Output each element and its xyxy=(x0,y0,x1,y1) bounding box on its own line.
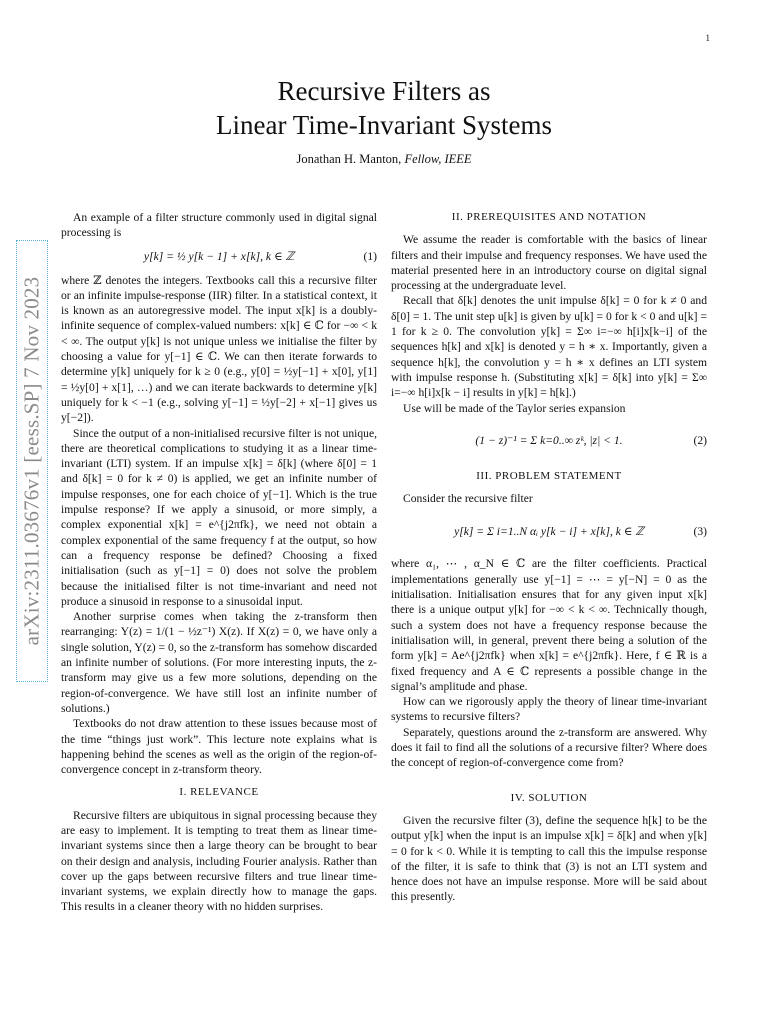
section-heading-solution: IV. SOLUTION xyxy=(510,791,588,804)
equation-2 xyxy=(391,421,707,461)
equation-2-body: (1 − z)⁻¹ = Σ k=0..∞ zᵏ, |z| < 1. xyxy=(475,434,623,448)
arxiv-stamp[interactable] xyxy=(16,240,48,682)
paragraph-taylor-intro: Use will be made of the Taylor series expansion xyxy=(403,401,626,415)
right-column xyxy=(391,210,707,905)
paragraph-textbooks: Textbooks do not draw attention to these issues because most of the time “things just work”. This lecture note explains what is happening behind the scenes as well as the origin of the region-of-convergence concept in z-transform theory. xyxy=(61,717,377,777)
paragraph-intro: An example of a filter structure commonly used in digital signal processing is xyxy=(61,211,377,240)
equation-3-body: y[k] = Σ i=1..N αᵢ y[k − i] + x[k], k ∈ ℤ xyxy=(454,524,644,538)
equation-1 xyxy=(61,246,377,268)
paragraph-question-lti: How can we rigorously apply the theory of linear time-invariant systems to recursive filters? xyxy=(391,695,707,724)
section-heading-prerequisites: II. PREREQUISITES AND NOTATION xyxy=(451,211,647,223)
equation-1-number: (1) xyxy=(363,249,377,263)
paragraph-question-z-transform: Separately, questions around the z-transform are answered. Why does it fail to find all the solutions of a recursive filter? Where does the concept of region-of-convergence come from? xyxy=(391,725,707,770)
author-role: Fellow, IEEE xyxy=(404,152,472,166)
equation-3 xyxy=(391,511,707,551)
paragraph-coefficients: where α₁, ⋯ , α_N ∈ ℂ are the filter coefficients. Practical implementations generally use y[−1] = ⋯ = y[−N] = 0 as the initialisation. Initialisation ensures that for any given input x[k] there is a unique output y[k] for −∞ < k < ∞. Technically though, such a system does not have a frequency response because the initialisation will, in general, prevent there being a solution of the form y[k] = Ae^{j2πfk} when x[k] = e^{j2πfk}. Here, f ∈ ℝ is a fixed frequency and A ∈ ℂ represents a possible change in the signal’s amplitude and phase. xyxy=(391,557,707,693)
equation-1-body: y[k] = ½ y[k − 1] + x[k], k ∈ ℤ xyxy=(143,249,295,263)
paragraph-z-transform: Another surprise comes when taking the z-transform then rearranging: Y(z) = 1/(1 − ½z⁻¹) X(z). If X(z) = 0, we have only a single solution, Y(z) = 0, so the z-transform has somehow discarded an infinite number of solutions. (For more interesting inputs, the z-transform may give us a few more solutions, depending on the region-of-convergence. We have still lost an infinite number of solutions.) xyxy=(61,610,377,715)
section-heading-relevance: I. RELEVANCE xyxy=(179,786,259,799)
paragraph-solution: Given the recursive filter (3), define the sequence h[k] to be the output y[k] when the input is an impulse x[k] = δ[k] and when y[k] = 0 for k < 0. While it is tempting to call this the impulse response of the filter, it is safe to think that (3) is not an LTI system and hence does not have an impulse response. More will be said about this presently. xyxy=(391,813,707,904)
equation-2-number: (2) xyxy=(693,434,707,448)
author-line xyxy=(0,152,768,167)
paper-title xyxy=(0,74,768,142)
paragraph-notation: Recall that δ[k] denotes the unit impulse δ[k] = 0 for k ≠ 0 and δ[0] = 1. The unit step u[k] is given by u[k] = 0 for k < 0 and u[k] = 1 for k ≥ 0. The convolution y[k] = Σ∞ i=−∞ h[i]x[k−i] of the sequences h[k] and x[k] is denoted y = h ∗ x. Importantly, given a sequence h[k], the convolution y = h ∗ x defines an LTI system with impulse response h. (Substituting x[k] = δ[k] into y[k] = Σ∞ i=−∞ h[i]x[k − i] results in y[k] = h[k].) xyxy=(391,294,707,400)
paragraph-relevance: Recursive filters are ubiquitous in signal processing because they are easy to implement. It is tempting to treat them as linear time-invariant systems since then a large theory can be brought to bear on their design and analysis, including Fourier analysis. Rather than cover up the gaps between recursive filters and true linear time-invariant systems, we explain directly how to manage the gaps. This results in a cleaner theory with no hidden surprises. xyxy=(61,808,377,914)
page-number: 1 xyxy=(705,33,710,43)
paragraph-non-initialised: Since the output of a non-initialised recursive filter is not unique, there are theoretical complications to studying it as a linear time-invariant (LTI) system. If an impulse x[k] = δ[k] (where δ[0] = 1 and δ[k] = 0 for k ≠ 0) is applied, we get an infinite number of impulse responses, one for each choice of y[−1]. Which is the true impulse response? If we apply a sinusoid, or more simply, a complex exponential x[k] = e^{j2πfk}, we need not obtain a complex exponential of the same frequency f at the output, so how can a frequency response be defined? Choosing a fixed initialisation (such as y[−1] = 0) does not solve the problem because the initialised filter is not time-invariant and need not produce a sinusoid in response to a sinusoidal input. xyxy=(61,426,377,608)
paragraph-prerequisites: We assume the reader is comfortable with the basics of linear filters and their impulse and frequency responses. We have used the material presented here in an introductory course on digital signal processing at the undergraduate level. xyxy=(391,233,707,293)
equation-3-number: (3) xyxy=(693,524,707,538)
paragraph-consider: Consider the recursive filter xyxy=(403,492,533,506)
author-name: Jonathan H. Manton, xyxy=(296,152,402,166)
paragraph-integers: where ℤ denotes the integers. Textbooks call this a recursive filter or an infinite impulse-response (IIR) filter. In a statistical context, it is known as an autoregressive model. The input x[k] is a doubly-infinite sequence of complex-valued numbers: x[k] ∈ ℂ for −∞ < k < ∞. The output y[k] is not unique unless we initialise the filter by choosing a value for y[−1] ∈ ℂ. We can then iterate forwards to determine y[k] uniquely for k ≥ 0 (e.g., y[0] = ½y[−1] + x[0], y[1] = ½y[0] + x[1], …) and we can iterate backwards to determine y[k] uniquely for k < −1 (e.g., solving y[−1] = ½y[−2] + x[−1] gives us y[−2]). xyxy=(61,273,377,425)
left-column xyxy=(61,210,377,915)
section-heading-problem: III. PROBLEM STATEMENT xyxy=(476,469,622,482)
title-line-2: Linear Time-Invariant Systems xyxy=(216,110,552,140)
title-line-1: Recursive Filters as xyxy=(277,76,491,106)
arxiv-stamp-text: arXiv:2311.03676v1 [eess.SP] 7 Nov 2023 xyxy=(19,276,44,646)
